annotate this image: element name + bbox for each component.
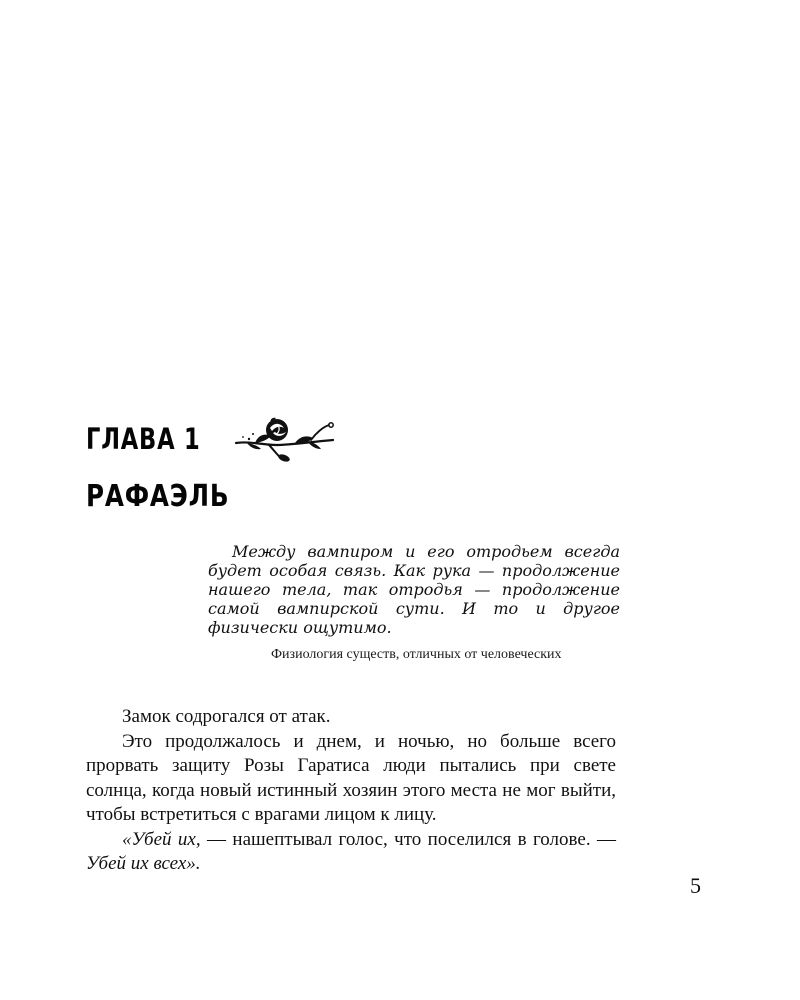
paragraph-3 xyxy=(86,828,616,877)
chapter-title: РАФАЭЛЬ xyxy=(86,479,230,514)
chapter-body xyxy=(86,705,616,877)
paragraph-2: Это продолжалось и днем, и ночью, но больше всего прорвать защиту Розы Гаратиса люди пытались при свете солнца, когда новый истинный хозяин этого места не мог выйти, чтобы встретиться с врагами лицом к лицу. xyxy=(86,730,616,825)
paragraph-1: Замок содрогался от атак. xyxy=(122,706,331,727)
chapter-heading xyxy=(86,415,336,463)
epigraph-source: Физиология существ, отличных от человеческих xyxy=(271,647,562,662)
page-number: 5 xyxy=(690,873,701,898)
narration-fragment: — нашептывал голос, что поселился в голове. — xyxy=(200,828,616,850)
quote-fragment-1: «Убей их, xyxy=(122,828,201,850)
rose-icon xyxy=(231,415,336,463)
epigraph xyxy=(208,542,620,664)
chapter-number-label: ГЛАВА 1 xyxy=(86,421,201,456)
epigraph-text: Между вампиром и его отродьем всегда будет особая связь. Как рука — продолжение нашего тела, так отродья — продолжение самой вампирской сути. И то и другое физически ощутимо. xyxy=(208,542,620,637)
quote-fragment-2: Убей их всех». xyxy=(86,853,201,874)
